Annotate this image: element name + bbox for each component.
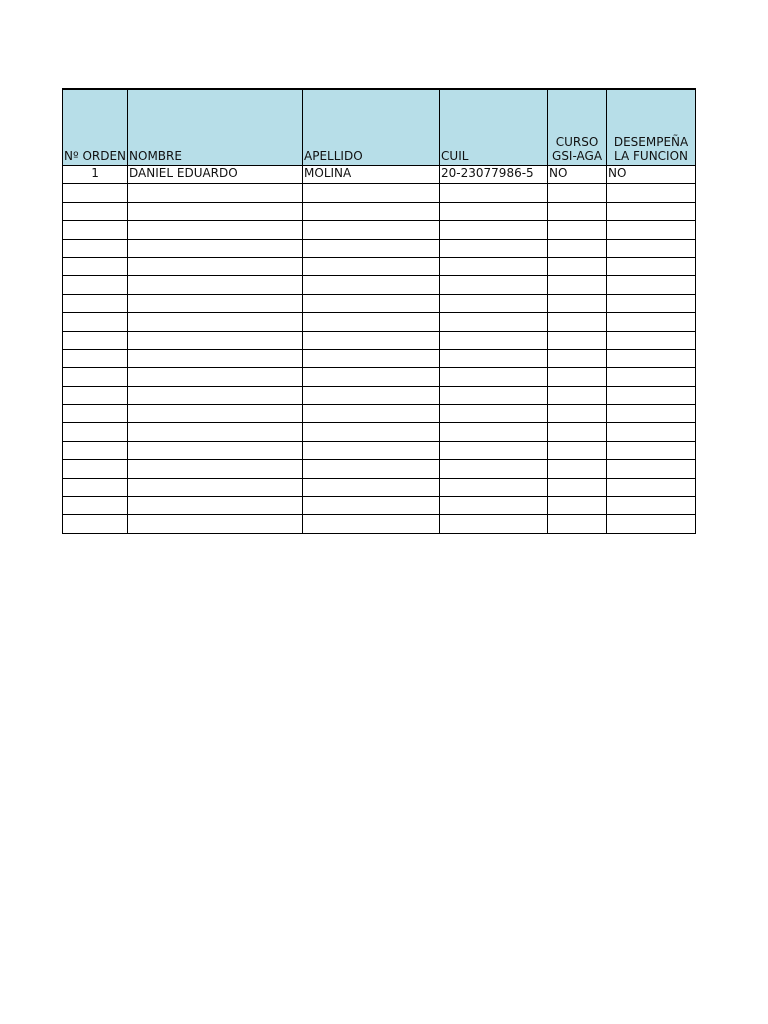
header-row — [63, 89, 696, 166]
table-row — [63, 257, 696, 275]
table-row — [63, 349, 696, 367]
cell-orden — [63, 441, 128, 459]
cell-funcion — [607, 313, 696, 331]
header-orden: Nº ORDEN — [63, 89, 128, 166]
cell-orden — [63, 313, 128, 331]
cell-apellido — [303, 423, 440, 441]
cell-orden — [63, 405, 128, 423]
cell-orden — [63, 478, 128, 496]
cell-orden — [63, 423, 128, 441]
cell-cuil — [440, 239, 548, 257]
header-apellido: APELLIDO — [303, 89, 440, 166]
cell-curso — [548, 423, 607, 441]
cell-cuil — [440, 313, 548, 331]
table-row — [63, 515, 696, 533]
table-row — [63, 331, 696, 349]
cell-curso — [548, 184, 607, 202]
cell-cuil — [440, 257, 548, 275]
cell-curso — [548, 257, 607, 275]
cell-funcion — [607, 368, 696, 386]
cell-apellido — [303, 239, 440, 257]
cell-funcion — [607, 221, 696, 239]
cell-funcion — [607, 294, 696, 312]
cell-cuil — [440, 294, 548, 312]
table-row — [63, 184, 696, 202]
cell-orden — [63, 202, 128, 220]
cell-nombre — [128, 331, 303, 349]
table-row — [63, 460, 696, 478]
cell-funcion — [607, 441, 696, 459]
cell-orden — [63, 497, 128, 515]
cell-funcion — [607, 423, 696, 441]
cell-apellido — [303, 331, 440, 349]
cell-orden — [63, 460, 128, 478]
cell-orden — [63, 221, 128, 239]
table-row — [63, 221, 696, 239]
cell-apellido — [303, 405, 440, 423]
cell-funcion — [607, 276, 696, 294]
cell-curso — [548, 460, 607, 478]
cell-orden — [63, 257, 128, 275]
cell-orden — [63, 276, 128, 294]
table-row — [63, 276, 696, 294]
cell-cuil — [440, 368, 548, 386]
cell-cuil — [440, 497, 548, 515]
table-body — [63, 166, 696, 534]
cell-funcion — [607, 515, 696, 533]
table-row — [63, 313, 696, 331]
cell-apellido — [303, 349, 440, 367]
cell-apellido: MOLINA — [303, 166, 440, 184]
cell-funcion — [607, 386, 696, 404]
cell-nombre — [128, 460, 303, 478]
cell-curso: NO — [548, 166, 607, 184]
cell-orden — [63, 239, 128, 257]
cell-nombre — [128, 257, 303, 275]
cell-orden — [63, 368, 128, 386]
cell-apellido — [303, 276, 440, 294]
cell-nombre — [128, 202, 303, 220]
cell-funcion — [607, 202, 696, 220]
cell-curso — [548, 515, 607, 533]
header-cuil: CUIL — [440, 89, 548, 166]
cell-curso — [548, 202, 607, 220]
table-row — [63, 368, 696, 386]
cell-curso — [548, 313, 607, 331]
cell-curso — [548, 331, 607, 349]
cell-cuil — [440, 184, 548, 202]
cell-cuil — [440, 386, 548, 404]
cell-cuil — [440, 405, 548, 423]
table-row — [63, 497, 696, 515]
cell-funcion: NO — [607, 166, 696, 184]
cell-curso — [548, 478, 607, 496]
cell-orden — [63, 331, 128, 349]
table-row — [63, 405, 696, 423]
cell-nombre — [128, 478, 303, 496]
cell-nombre — [128, 515, 303, 533]
cell-apellido — [303, 515, 440, 533]
table-row — [63, 166, 696, 184]
cell-funcion — [607, 478, 696, 496]
cell-apellido — [303, 497, 440, 515]
cell-apellido — [303, 460, 440, 478]
cell-apellido — [303, 386, 440, 404]
cell-orden — [63, 184, 128, 202]
header-curso: CURSO GSI-AGA — [548, 89, 607, 166]
cell-orden: 1 — [63, 166, 128, 184]
cell-nombre — [128, 184, 303, 202]
cell-orden — [63, 386, 128, 404]
cell-cuil — [440, 441, 548, 459]
cell-cuil — [440, 221, 548, 239]
cell-orden — [63, 349, 128, 367]
cell-cuil — [440, 202, 548, 220]
table-row — [63, 441, 696, 459]
table-row — [63, 478, 696, 496]
cell-nombre — [128, 221, 303, 239]
cell-nombre — [128, 239, 303, 257]
cell-cuil: 20-23077986-5 — [440, 166, 548, 184]
cell-funcion — [607, 497, 696, 515]
cell-orden — [63, 294, 128, 312]
cell-nombre — [128, 423, 303, 441]
cell-nombre — [128, 294, 303, 312]
cell-funcion — [607, 349, 696, 367]
cell-curso — [548, 294, 607, 312]
cell-curso — [548, 368, 607, 386]
cell-nombre — [128, 368, 303, 386]
cell-curso — [548, 405, 607, 423]
header-nombre: NOMBRE — [128, 89, 303, 166]
cell-funcion — [607, 257, 696, 275]
cell-apellido — [303, 441, 440, 459]
cell-apellido — [303, 294, 440, 312]
cell-cuil — [440, 331, 548, 349]
cell-funcion — [607, 184, 696, 202]
cell-nombre — [128, 386, 303, 404]
table-row — [63, 294, 696, 312]
cell-funcion — [607, 460, 696, 478]
cell-cuil — [440, 423, 548, 441]
cell-cuil — [440, 349, 548, 367]
table-row — [63, 239, 696, 257]
cell-curso — [548, 497, 607, 515]
cell-apellido — [303, 184, 440, 202]
cell-apellido — [303, 202, 440, 220]
cell-curso — [548, 221, 607, 239]
cell-apellido — [303, 478, 440, 496]
cell-apellido — [303, 257, 440, 275]
cell-nombre: DANIEL EDUARDO — [128, 166, 303, 184]
cell-apellido — [303, 313, 440, 331]
table-row — [63, 423, 696, 441]
cell-curso — [548, 386, 607, 404]
cell-apellido — [303, 221, 440, 239]
cell-cuil — [440, 276, 548, 294]
cell-nombre — [128, 497, 303, 515]
cell-nombre — [128, 276, 303, 294]
cell-nombre — [128, 313, 303, 331]
cell-nombre — [128, 441, 303, 459]
personnel-table — [62, 88, 696, 534]
cell-nombre — [128, 349, 303, 367]
cell-funcion — [607, 405, 696, 423]
header-funcion: DESEMPEÑA LA FUNCION — [607, 89, 696, 166]
cell-cuil — [440, 478, 548, 496]
cell-curso — [548, 276, 607, 294]
cell-cuil — [440, 515, 548, 533]
cell-funcion — [607, 331, 696, 349]
cell-apellido — [303, 368, 440, 386]
cell-orden — [63, 515, 128, 533]
cell-curso — [548, 441, 607, 459]
cell-nombre — [128, 405, 303, 423]
table-header — [63, 89, 696, 166]
cell-curso — [548, 349, 607, 367]
table-row — [63, 202, 696, 220]
cell-curso — [548, 239, 607, 257]
cell-cuil — [440, 460, 548, 478]
cell-funcion — [607, 239, 696, 257]
table-row — [63, 386, 696, 404]
